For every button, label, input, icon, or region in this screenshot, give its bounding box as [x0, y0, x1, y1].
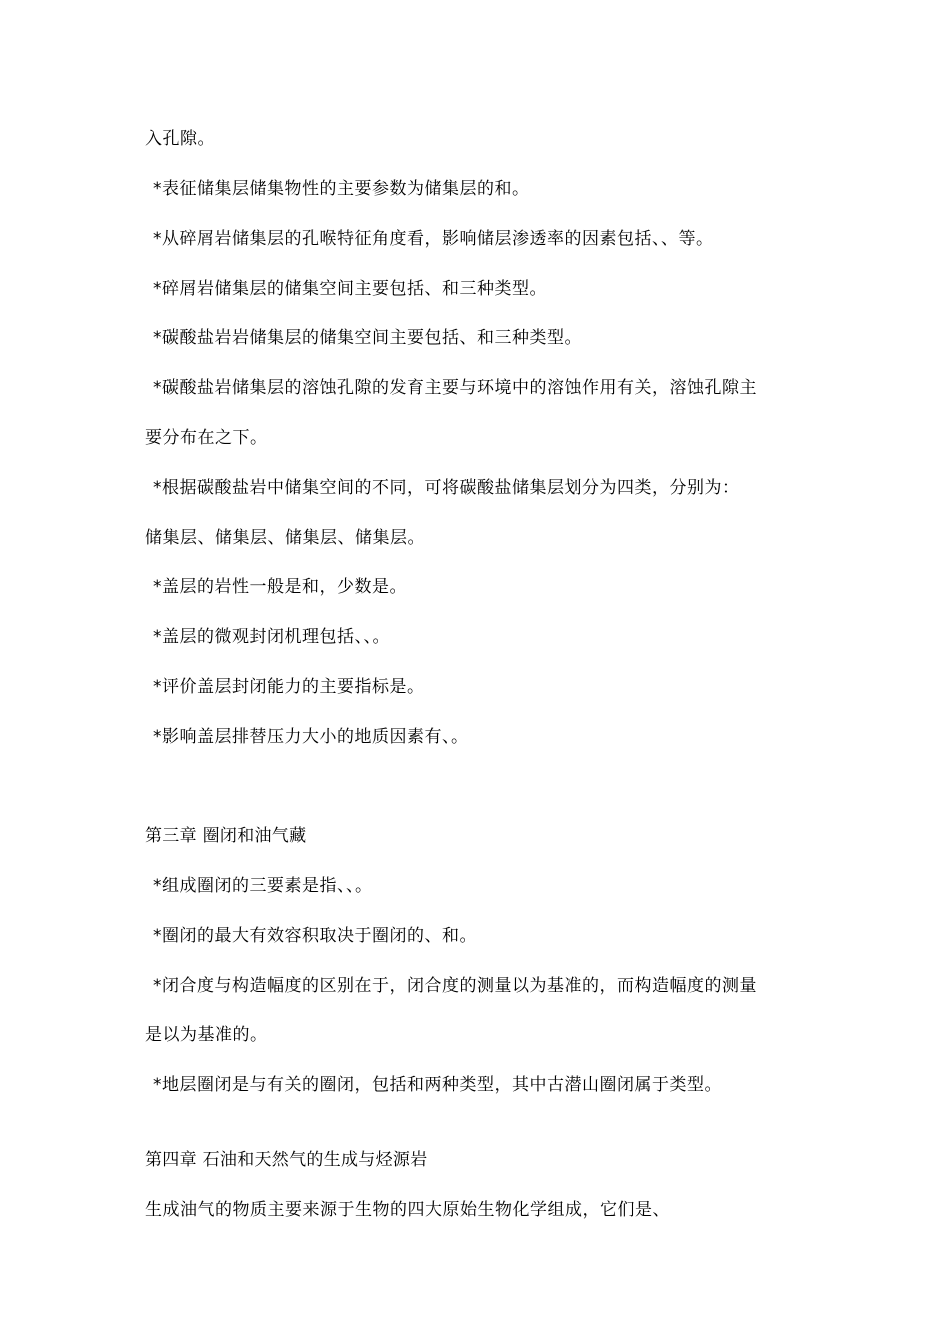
text-line-18: 是以为基准的。: [145, 1025, 268, 1045]
text-line-1: 入孔隙。: [145, 129, 215, 149]
question-line-6: *碳酸盐岩储集层的溶蚀孔隙的发育主要与环境中的溶蚀作用有关，溶蚀孔隙主: [153, 378, 757, 398]
question-line-15: *组成圈闭的三要素是指、、。: [153, 876, 373, 896]
chapter-3-heading: 第三章 圈闭和油气藏: [145, 826, 307, 846]
question-line-2: *表征储集层储集物性的主要参数为储集层的和。: [153, 179, 530, 199]
question-line-5: *碳酸盐岩岩储集层的储集空间主要包括、和三种类型。: [153, 328, 582, 348]
question-line-11: *盖层的微观封闭机理包括、、。: [153, 627, 390, 647]
chapter-4-heading: 第四章 石油和天然气的生成与烃源岩: [145, 1150, 428, 1170]
question-line-10: *盖层的岩性一般是和，少数是。: [153, 577, 407, 597]
text-line-7: 要分布在之下。: [145, 428, 268, 448]
text-line-9: 储集层、储集层、储集层、储集层。: [145, 528, 425, 548]
question-line-16: *圈闭的最大有效容积取决于圈闭的、和。: [153, 926, 477, 946]
question-line-17: *闭合度与构造幅度的区别在于，闭合度的测量以为基准的，而构造幅度的测量: [153, 976, 757, 996]
question-line-8: *根据碳酸盐岩中储集空间的不同，可将碳酸盐储集层划分为四类，分别为：: [153, 478, 740, 498]
question-line-13: *影响盖层排替压力大小的地质因素有、。: [153, 727, 469, 747]
question-line-4: *碎屑岩储集层的储集空间主要包括、和三种类型。: [153, 279, 547, 299]
question-line-12: *评价盖层封闭能力的主要指标是。: [153, 677, 425, 697]
question-line-3: *从碎屑岩储集层的孔喉特征角度看，影响储层渗透率的因素包括、、等。: [153, 229, 714, 249]
question-line-19: *地层圈闭是与有关的圈闭，包括和两种类型，其中古潜山圈闭属于类型。: [153, 1075, 722, 1095]
text-line-21: 生成油气的物质主要来源于生物的四大原始生物化学组成，它们是、: [145, 1200, 670, 1220]
